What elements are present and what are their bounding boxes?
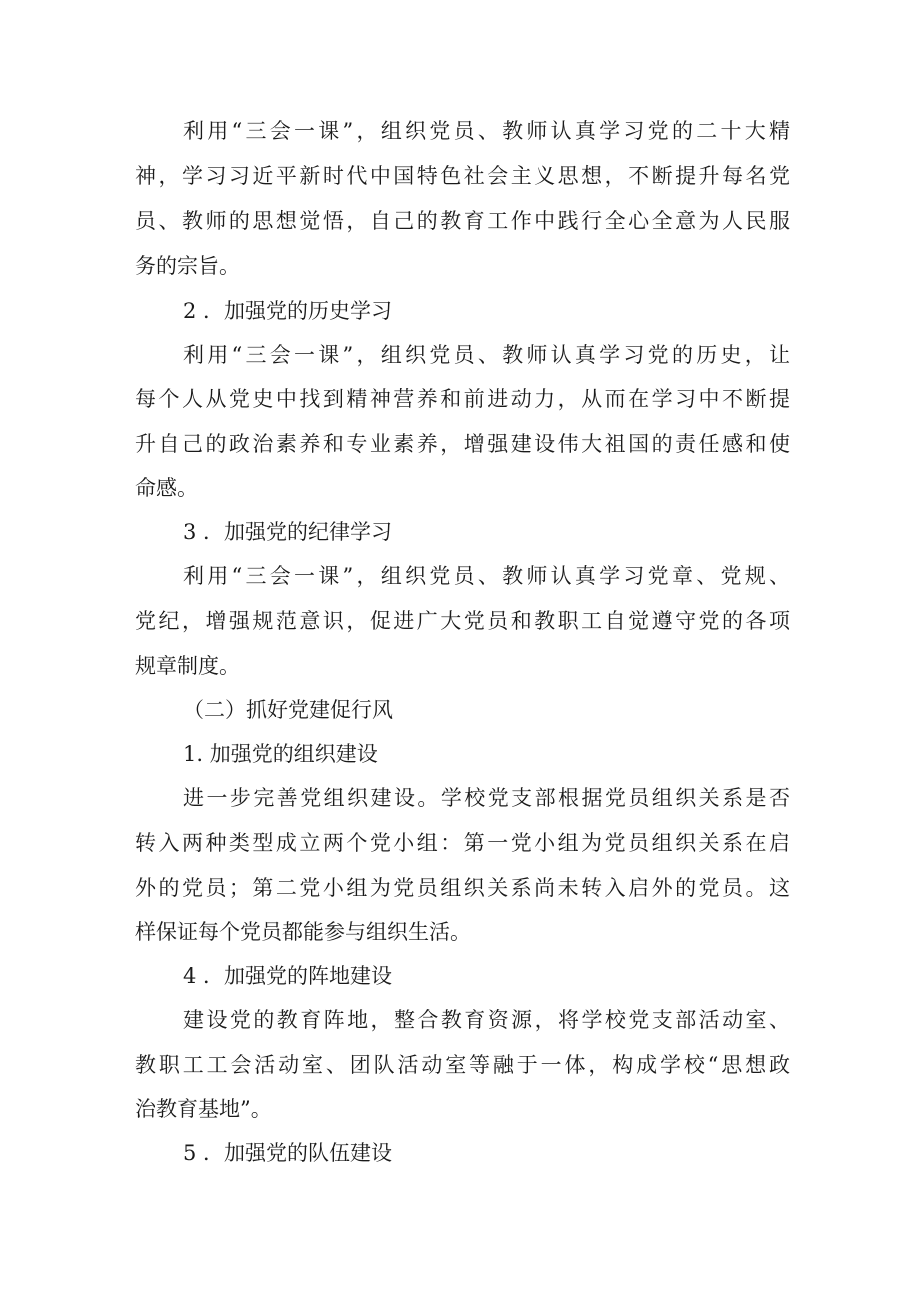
paragraph-line: 规章制度。 (135, 654, 240, 678)
paragraph-line: 外的党员；第二党小组为党员组织关系尚未转入启外的党员。这 (135, 876, 790, 900)
paragraph-line: 员、教师的思想觉悟，自己的教育工作中践行全心全意为人民服 (135, 209, 790, 233)
paragraph-line: 教职工工会活动室、团队活动室等融于一体，构成学校“思想政 (135, 1053, 790, 1077)
paragraph-line: 利用“三会一课”，组织党员、教师认真学习党章、党规、 (183, 564, 790, 588)
paragraph-line: 升自己的政治素养和专业素养，增强建设伟大祖国的责任感和使 (135, 432, 790, 456)
paragraph-line: 利用“三会一课”，组织党员、教师认真学习党的历史，让 (183, 343, 790, 367)
section-heading: 1. 加强党的组织建设 (183, 742, 378, 766)
paragraph-line: 务的宗旨。 (135, 254, 240, 278)
paragraph-line: 命感。 (135, 476, 198, 500)
paragraph-line: 建设党的教育阵地，整合教育资源，将学校党支部活动室、 (183, 1008, 790, 1032)
paragraph-line: 样保证每个党员都能参与组织生活。 (135, 920, 471, 944)
section-heading: 2 ．加强党的历史学习 (183, 299, 393, 323)
section-heading: 4 ．加强党的阵地建设 (183, 964, 393, 988)
section-heading: 5 ．加强党的队伍建设 (183, 1141, 393, 1165)
subsection-title: （二）抓好党建促行风 (183, 698, 393, 722)
section-heading: 3 ．加强党的纪律学习 (183, 520, 393, 544)
paragraph-line: 治教育基地”。 (135, 1097, 272, 1121)
paragraph-line: 进一步完善党组织建设。学校党支部根据党员组织关系是否 (183, 786, 790, 810)
paragraph-line: 每个人从党史中找到精神营养和前进动力，从而在学习中不断提 (135, 387, 790, 411)
paragraph-line: 神，学习习近平新时代中国特色社会主义思想，不断提升每名党 (135, 164, 790, 188)
paragraph-line: 利用“三会一课”，组织党员、教师认真学习党的二十大精 (183, 119, 790, 143)
paragraph-line: 党纪，增强规范意识，促进广大党员和教职工自觉遵守党的各项 (135, 609, 790, 633)
paragraph-line: 转入两种类型成立两个党小组：第一党小组为党员组织关系在启 (135, 831, 790, 855)
